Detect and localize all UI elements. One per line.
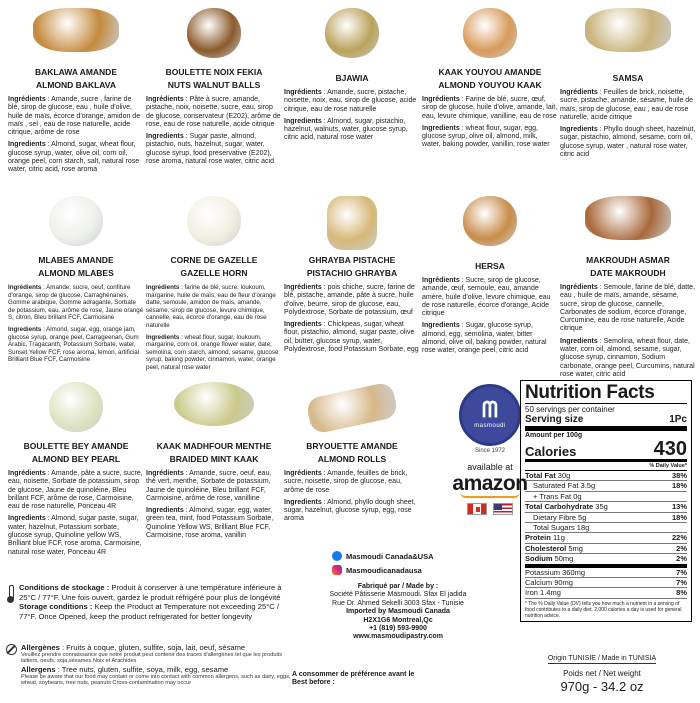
nutrient-amount: 0g (573, 491, 582, 501)
logo-brand: masmoudi (474, 423, 506, 429)
ingredients-fr-label: Ingrédients (422, 277, 460, 284)
ingredients-en-label: Ingredients (8, 141, 46, 149)
ingredients-en-label: Ingredients (422, 322, 460, 330)
imported-by-label: Imported by Masmoudi Canada (346, 608, 450, 616)
instagram-icon (332, 565, 342, 575)
product-name (422, 260, 558, 273)
ingredients-fr (560, 284, 696, 334)
ingredients-en-label: Ingredients (560, 126, 598, 134)
nutrient-daily-value: 8% (676, 588, 687, 598)
ingredients-fr-label: Ingrédients (8, 96, 46, 103)
product-card (146, 4, 282, 189)
nutrient-label (525, 533, 565, 542)
product-photo (8, 378, 144, 436)
amount-per: Amount per 100g (525, 432, 583, 439)
nutrient-label (525, 578, 573, 587)
ingredients-en-label: Ingredients (422, 124, 460, 132)
product-name (8, 66, 144, 92)
nutrient-rows (525, 471, 687, 599)
nutrient-row (525, 554, 687, 567)
ingredients-fr-label: Ingrédients (8, 284, 42, 291)
imported-by-line1: H2X1G6 Montreal,Qc (363, 616, 433, 624)
product-name (8, 254, 144, 280)
allergen-warning-icon (6, 644, 17, 655)
daily-value-header: % Daily Value* (525, 462, 687, 471)
product-name-fr: CORNE DE GAZELLE (170, 255, 258, 265)
nutrient-daily-value: 7% (676, 567, 687, 577)
logo-monogram: ᗰ (482, 397, 498, 423)
product-name-en: ALMOND ROLLS (317, 454, 387, 464)
nutrient-label (525, 502, 608, 511)
ingredients-en-text: : Sugar paste, almond, pistachio, nuts, hazelnut, sugar, water, glucose syrup, food preservative (E202), rose aroma, natural rose water, citric acid (146, 133, 274, 166)
ingredients-en (560, 338, 696, 379)
nutrient-label (525, 554, 573, 563)
ingredients-fr-text: : Semoule, farine de blé, datte, eau , huile de maïs, amande, sésame, sucre, sirop de glucose, cannelle, Carbonates de sodium, écorce d'orange, Curcumine, eau de rose naturelle, Acide citrique (560, 284, 696, 333)
nutrient-amount: 18g (576, 523, 590, 533)
usa-flag-icon (493, 503, 513, 515)
ingredients-en-text: : Almond, sugar, pistachio, hazelnut, walnuts, water, glucose syrup, citric acid, natural rose water (284, 117, 408, 142)
social-links (332, 549, 434, 577)
nutrient-amount: 35g (595, 502, 608, 512)
product-photo (146, 4, 282, 62)
nutrient-row (525, 578, 687, 588)
product-name-fr: GHRAYBA PISTACHE (308, 255, 396, 265)
product-photo (284, 192, 420, 250)
ingredients-fr (8, 470, 144, 511)
product-name (284, 254, 420, 280)
nutrient-label (533, 523, 589, 532)
nutrient-row (525, 533, 687, 543)
pastry-image (187, 196, 241, 246)
ingredients-fr-label: Ingrédients (560, 89, 598, 96)
ingredients-en-text: : Phyllo dough sheet, hazelnut, sugar, pistachio, almond, sesame, corn oil, glucose syrup, water , natural rose water, citric acid (560, 126, 696, 159)
ingredients-fr-label: Ingrédients (8, 470, 46, 477)
ingredients-en (284, 321, 420, 354)
product-card (8, 192, 144, 375)
product-card (8, 378, 144, 570)
ingredients-en-text: : Almond, sugar paste, sugar, water, hazelnut, Potassium sorbate, glucose syrup, Quinoline yellow WS, Brilliant blue FCF, rose aroma, Carmoisine, natural rose water, Ponceau 4R (8, 515, 142, 556)
product-name (146, 440, 282, 466)
ingredients-en (422, 322, 558, 355)
ingredients-en-label: Ingredients (8, 515, 46, 523)
nutrient-row (525, 544, 687, 554)
ingredients-en (284, 499, 420, 524)
ingredients-en (146, 507, 282, 540)
origin-text: Origin TUNISIE / Made in TUNISIA (547, 655, 657, 662)
nutrient-row (525, 588, 687, 598)
since-text: Since 1972 (474, 448, 506, 454)
product-card (284, 378, 420, 570)
ingredients-fr (284, 470, 420, 495)
nutrient-daily-value: 13% (671, 502, 687, 512)
ingredients-en (8, 326, 144, 364)
nutrition-title: Nutrition Facts (525, 383, 687, 404)
product-name-fr: MLABES AMANDE (38, 255, 114, 265)
serving-size (525, 414, 687, 431)
ingredients-fr-text: : Amande, sucre, pistache, noisette, noix, eau, sirop de glucose, acide citrique, eau de rose naturelle (284, 89, 417, 113)
nutrient-label (533, 513, 586, 522)
masmoudi-logo (459, 384, 521, 446)
ingredients-en-text: : wheat flour, sugar, loukoum, margarine, corn oil, orange flower water, date, semolina, corn starch, almond, sesame, glucose syrup, baking powder, cinnamon, water, orange peel, natural rose water (146, 333, 279, 371)
storage-fr-label: Conditions de stockage : (19, 583, 110, 592)
ingredients-en-label: Ingredients (284, 321, 322, 329)
nutrient-name: Sodium (525, 554, 553, 564)
product-name-en: ALMOND BEY PEARL (31, 454, 121, 464)
ingredients-en (146, 133, 282, 166)
product-name-fr: BOULETTE BEY AMANDE (23, 441, 129, 451)
storage-en-label: Storage conditions : (19, 602, 93, 611)
nutrient-name: Protein (525, 533, 551, 543)
ingredients-fr-text: : pois chiche, sucre, farine de blé, pistache, amande, pâte à sucre, huile d'olive, beurre, sirop de glucose, eau, Polydextrose, Sorbate de potassium, œuf (284, 284, 415, 316)
product-name-en: DATE MAKROUDH (590, 268, 666, 278)
product-name-fr: HERSA (475, 261, 505, 271)
storage-en-text: Keep the Product at Temperature not exceeding 25°C / 77°F. Once Opened, keep the product refrigerated for better longevity (19, 602, 279, 621)
product-card (422, 4, 558, 189)
pastry-image (325, 8, 379, 58)
ingredients-en (284, 118, 420, 143)
pastry-image (49, 382, 103, 432)
product-card (422, 192, 558, 375)
product-name-fr: BOULETTE NOIX FEKIA (165, 67, 263, 77)
nutrient-label (525, 588, 561, 597)
nutrient-name: Total Carbohydrate (525, 502, 594, 512)
product-row-1 (8, 4, 694, 189)
ingredients-fr-label: Ingrédients (284, 470, 322, 477)
product-photo (422, 4, 558, 62)
nutrient-row (525, 471, 687, 481)
nutrient-name: Dietary Fibre (533, 512, 576, 522)
nutrient-name: Saturated Fat (533, 481, 579, 491)
ingredients-fr-label: Ingrédients (284, 89, 322, 96)
nutrient-row (525, 481, 687, 491)
nutrient-name: Total Fat (525, 471, 556, 480)
allergens-en-note: Please be aware that our food may contain or come into contact with common allergens, such as dairy, eggs, wheat, soybeans, tree nuts, peanuts Cross-contamination may occur (21, 673, 291, 687)
ingredients-fr (146, 470, 282, 503)
product-name-fr: BAKLAWA AMANDE (34, 67, 117, 77)
nutrient-label (533, 481, 595, 490)
made-by-line2: Rue Dr. Ahmed Sekelli 3003 Sfax - Tunisie (332, 599, 464, 607)
ingredients-en (8, 141, 144, 174)
nutrient-amount: 1.4mg (540, 588, 561, 598)
ingredients-en-label: Ingredients (146, 507, 184, 515)
product-photo (284, 4, 420, 62)
nutrient-daily-value: 22% (671, 533, 687, 543)
nutrient-daily-value: 18% (671, 481, 687, 491)
ingredients-en-label: Ingredients (146, 333, 180, 341)
product-name-fr: BRYOUETTE AMANDE (306, 441, 398, 451)
pastry-image (327, 196, 377, 250)
ingredients-fr (422, 277, 558, 318)
allergens-en-label: Allergens (21, 664, 56, 674)
ingredients-fr-label: Ingrédients (146, 470, 184, 477)
calories-label: Calories (525, 444, 577, 459)
ingredients-en (8, 515, 144, 556)
product-name-en: BRAIDED MINT KAAK (169, 454, 259, 464)
product-card (8, 4, 144, 189)
product-name-en: ALMOND MLABES (38, 268, 114, 278)
available-text: available at (467, 462, 513, 472)
storage-fr-text: Produit à conserver à une température inférieure à 25°C / 77°F. Une fois ouvert, gardez le produit réfrigéré pour plus de longévité (19, 583, 282, 602)
product-photo (422, 192, 558, 250)
pastry-image (585, 196, 671, 240)
pastry-image (174, 382, 254, 426)
serving-size-value: 1Pc (669, 414, 687, 425)
product-name-fr: KAAK YOUYOU AMANDE (438, 67, 542, 77)
nutrient-row (525, 568, 687, 578)
nutrient-amount: 30g (557, 471, 571, 480)
nutrient-amount: 5g (578, 512, 587, 522)
product-card (284, 4, 420, 189)
ingredients-fr-text: : Feuilles de brick, noisette, sucre, pistache, amande, sésame, huile de maïs, sirop de glucose, eau , eau de rose naturelle, acide citrique (560, 89, 694, 121)
nutrient-daily-value: 18% (671, 512, 687, 522)
canada-flag-icon (467, 503, 487, 515)
product-photo (8, 192, 144, 250)
ingredients-en-label: Ingredients (146, 133, 184, 141)
ingredients-en (560, 126, 696, 159)
ingredients-fr-text: : Amande, sucre, oeuf, eau, thé vert, menthe, Sorbate de potassium, Jaune de quinoléine, Bleu brillant FCF, Carmoisine, arôme de rose, vanilline (146, 470, 272, 502)
ingredients-en-text: : Chickpeas, sugar, wheat flour, pistachio, almond, sugar paste, olive oil, butter, glucose syrup, water, Polydextrose, food Potassium Sorbate, egg (284, 321, 419, 354)
allergens-fr-note: Veuillez prendre connaissance que notre produit peut contenir des traces d'allergènes tel que les produits laitiers, oeufs, soja,sésames Noix et Arachides (21, 652, 283, 665)
allergens (6, 643, 298, 687)
product-name (560, 72, 696, 85)
nutrient-name: Total Sugars (533, 523, 575, 533)
product-name-fr: KAAK MADHFOUR MENTHE (156, 441, 272, 451)
nutrient-name: Iron (525, 588, 538, 598)
nutrient-name: Cholesterol (525, 543, 567, 553)
ingredients-en-text: : Semolina, wheat flour, date, water, corn oil, almond, sesame, sugar, glucose syrup, cinnamon, Sodium carbonate, orange peel, Curcumins, natural rose water, citric acid (560, 337, 695, 378)
nutrition-facts-panel (520, 380, 692, 622)
nutrient-label (525, 471, 570, 480)
nutrient-row (525, 523, 687, 533)
facebook-icon (332, 551, 342, 561)
instagram-link[interactable] (332, 563, 434, 577)
storage-fr (19, 583, 298, 602)
ingredients-fr (146, 96, 282, 129)
ingredients-fr (8, 284, 144, 322)
nutrient-amount: 11g (552, 533, 565, 543)
nutrient-label (525, 544, 583, 553)
made-by-label: Fabriqué par / Made by : (357, 583, 439, 590)
ingredients-fr-text: : Amande, sucre, oeuf, confiture d'orange, sirop de glucose, Carraghénanes, Gomme arabique, Gomme adragante, Sorbate de potassium, eau, arôme de rose, Jaune orangé S, citron, Bleu brillant FCF, Carmoisine (8, 284, 144, 322)
pastry-image (187, 8, 241, 58)
ingredients-fr-text: : Pâte à sucre, amande, pistache, noix, noisette, sucre, eau, sirop de glucose, conservateur (E202), arôme de rose, eau de rose naturelle, acide citrique (146, 96, 281, 128)
ingredients-en-label: Ingredients (284, 498, 322, 506)
nutrient-amount: 50mg (554, 554, 574, 564)
calories-row (525, 439, 687, 462)
product-photo (8, 4, 144, 62)
product-photo (284, 378, 420, 436)
ingredients-en-text: : Almond, sugar, egg, water, green tea, mint, food Potassium Sorbate, Quinoline Yellow WS, Brilliant Blue FCF, Carmoisine, rose aroma, vanillin (146, 507, 274, 540)
nutrient-name: + Trans Fat (533, 491, 572, 501)
nutrient-name: Calcium (525, 578, 553, 588)
product-card (146, 192, 282, 375)
pastry-image (585, 8, 671, 52)
nutrient-amount: 360mg (562, 567, 586, 577)
ingredients-en-text: : Almond, phyllo dough sheet, sugar, hazelnut, glucose syrup, egg, rose aroma (284, 498, 416, 523)
nutrient-daily-value: 7% (676, 578, 687, 588)
pastry-image (305, 381, 399, 435)
facebook-link[interactable] (332, 549, 434, 563)
nutrient-row (525, 502, 687, 512)
product-name (422, 66, 558, 92)
product-photo (146, 378, 282, 436)
nutrient-label (533, 492, 582, 501)
amazon-logo: amazon (452, 472, 528, 495)
best-before-fr: A consommer de préférence avant le (292, 671, 415, 678)
ingredients-en-text: : Almond, sugar, wheat flour, glucose syrup, water, olive oil, corn oil, orange peel, corn starch, salt, natural rose water, citric acid, rose aroma (8, 141, 140, 174)
instagram-handle: Masmoudicanadausa (346, 565, 422, 575)
product-name-en: PISTACHIO GHRAYBA (306, 268, 398, 278)
product-name (146, 66, 282, 92)
product-photo (146, 192, 282, 250)
ingredients-fr-label: Ingrédients (146, 96, 184, 103)
nutrient-amount: 90mg (554, 578, 573, 588)
ingredients-fr-text: : Amande, sucre , farine de blé, sirop de glucose, eau , huile d'olive, huile de maïs, écorce d'orange, amidon de maïs , sel , eau de rose naturelle, acide citrique, arôme de rose (8, 96, 141, 137)
ingredients-fr-label: Ingrédients (284, 284, 322, 291)
product-name-en: ALMOND BAKLAVA (36, 80, 116, 90)
manufacturer-info (300, 583, 496, 642)
servings-per-container: 50 servings per container (525, 405, 615, 414)
ingredients-fr-text: : Sucre, sirop de glucose, amande, œuf, semoule, eau, amande amère, huile d'olive, levure chimique, eau de rose naturelle, écorce d'orange, Acide citrique (422, 277, 551, 318)
nutrient-row (525, 513, 687, 523)
nutrition-footnote: * The % Daily Value (DV) tells you how much a nutrient in a serving of food contributes to a daily diet. 2,000 calories a day is used for general nutrition advice. (525, 600, 682, 619)
product-photo (560, 4, 696, 62)
ingredients-fr-label: Ingrédients (422, 96, 460, 103)
ingredients-en-label: Ingredients (8, 325, 42, 333)
ingredients-fr-label: Ingrédients (560, 284, 598, 291)
product-card (146, 378, 282, 570)
allergens-fr (21, 643, 298, 652)
net-weight-value: 970g - 34.2 oz (560, 679, 644, 694)
nutrient-daily-value: 2% (676, 543, 687, 553)
ingredients-en (422, 125, 558, 150)
product-name (8, 440, 144, 466)
pastry-image (463, 8, 517, 58)
nutrient-row (525, 492, 687, 502)
ingredients-fr (146, 284, 282, 330)
nutrient-daily-value: 38% (671, 471, 687, 480)
product-name-en: ALMOND YOUYOU KAAK (438, 80, 542, 90)
allergens-fr-label: Allergènes (21, 643, 60, 652)
product-name (284, 440, 420, 466)
ingredients-en-label: Ingredients (560, 337, 598, 345)
allergens-fr-text: : Fruits à coque, gluten, sulfite, soja, lait, oeuf, sésame (59, 643, 246, 652)
product-name (146, 254, 282, 280)
ingredients-en-text: : Almond, sugar, egg, orange jam, glucose syrup, orange peel, Carrageenan, Gum Arabic, Tragacanth, Potassium Sorbate, water, Sunset Yellow FCF, rose aroma, lemon, artificial Brilliant Blue FCF, Carmoisine (8, 325, 140, 364)
ingredients-fr-text: : Farine de blé, sucre, œuf, sirop de glucose, huile d'olive, amande, lait, eau, levure chimique, vanilline, eau de rose (422, 96, 558, 120)
pastry-image (463, 196, 517, 246)
ingredients-en (146, 334, 282, 372)
storage-conditions (6, 583, 298, 621)
thermometer-icon (6, 585, 15, 603)
nutrient-daily-value: 2% (676, 554, 687, 564)
product-name-en: GAZELLE HORN (180, 268, 248, 278)
ingredients-fr-label: Ingrédients (146, 284, 180, 291)
nutrient-amount: 5mg (568, 543, 583, 553)
product-name-en: NUTS WALNUT BALLS (167, 80, 261, 90)
storage-en (19, 602, 298, 621)
pastry-image (33, 8, 119, 52)
facebook-handle: Masmoudi Canada&USA (346, 551, 434, 561)
ingredients-fr-text: : Amande, pâte a sucre, sucre, eau, noisette, Sorbate de potassium, sirop de glucose, Jaune de quinoléine, Bleu brillant FCF, arôme de rose, Carmoisine, eau de rose naturelle, Ponceau 4R (8, 470, 143, 511)
ingredients-fr (8, 96, 144, 137)
product-name-fr: BJAWIA (335, 73, 369, 83)
product-card (560, 192, 696, 378)
nutrient-name: Potassium (525, 567, 561, 577)
ingredients-en-text: : Sugar, glucose syrup, almond, egg, semolina, water, bitter almond, olive oil, baking powder, natural rose water, orange peel, citric acid (422, 322, 547, 355)
nutrient-amount: 3.5g (580, 481, 596, 491)
calories-value: 430 (653, 438, 687, 460)
best-before (292, 671, 414, 687)
product-name-fr: SAMSA (612, 73, 644, 83)
allergens-en-text: : Tree nuts, gluten, sulfite, soya, milk, egg, sesame (55, 664, 229, 674)
website-link[interactable]: www.masmoudipastry.com (353, 633, 443, 641)
ingredients-fr (422, 96, 558, 121)
nutrient-label (525, 568, 585, 577)
product-card (560, 4, 696, 189)
product-row-2 (8, 192, 696, 378)
product-photo (560, 192, 696, 250)
made-by-line1: Société Pâtisserie Masmoudi. Sfax El jadida (329, 591, 467, 599)
serving-size-label: Serving size (525, 414, 584, 425)
ingredients-en-text: : wheat flour, sugar, egg, glucose syrup, olive oil, almond, milk, water, baking powder, vanillin, rose water (422, 124, 550, 149)
product-card (284, 192, 420, 375)
imported-by-phone: +1 (819) 593-9900 (369, 625, 427, 633)
ingredients-en-label: Ingredients (284, 117, 322, 125)
origin-weight (510, 655, 694, 694)
ingredients-fr-text: : farine de blé, sucre, loukoum, margarine, huile de maïs, eau de fleur d'orange datte, semoule, amidon de maïs, amande, sésame, sirop de glucose, levure chimique, cannelle, eau, écorce d'orange, eau de rose naturelle (146, 284, 276, 329)
ingredients-fr (560, 89, 696, 122)
ingredients-fr (284, 89, 420, 114)
best-before-en: Best before : (292, 679, 335, 686)
product-name-fr: MAKROUDH ASMAR (586, 255, 670, 265)
ingredients-fr (284, 284, 420, 317)
product-name (560, 254, 696, 280)
pastry-image (49, 196, 103, 246)
net-weight-label: Poids net / Net weight (563, 669, 641, 678)
ingredients-fr-text: : Amande, feuilles de brick, sucre, noisette, sirop de glucose, eau, arôme de rose (284, 470, 408, 494)
product-name (284, 72, 420, 85)
allergens-en (21, 665, 298, 674)
